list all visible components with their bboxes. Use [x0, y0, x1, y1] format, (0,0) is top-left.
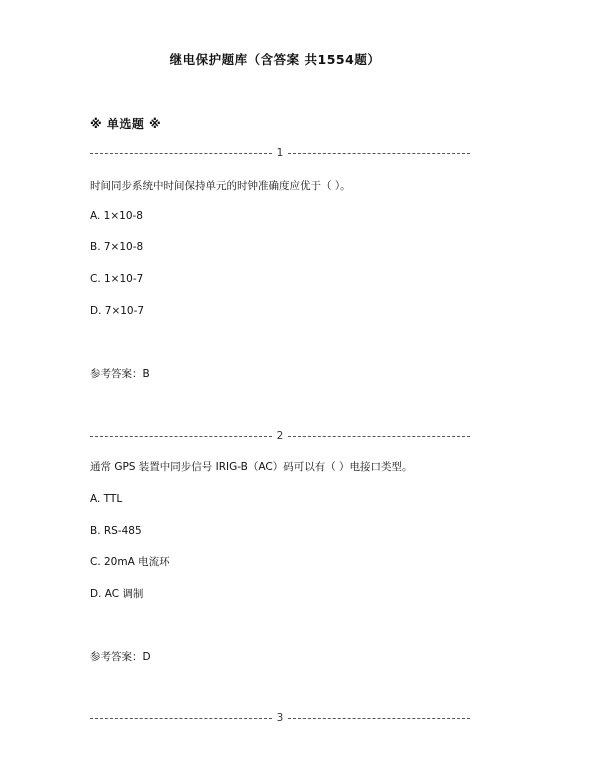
option-b: B. 7×10-8 — [90, 241, 144, 253]
separator-dash-right — [288, 436, 470, 437]
separator-dash-left — [90, 436, 272, 437]
page-title: 继电保护题库（含答案 共1554题） — [169, 52, 381, 67]
question-number: 3 — [276, 712, 284, 724]
separator-dash-right — [288, 718, 470, 719]
separator-dash-left — [90, 718, 272, 719]
section-title: ※ 单选题 ※ — [90, 117, 162, 131]
answer-label: 参考答案：D — [90, 651, 151, 663]
option-c: C. 1×10-7 — [90, 273, 144, 285]
question-number: 2 — [276, 430, 284, 442]
option-d: D. 7×10-7 — [90, 305, 145, 317]
option-d: D. AC 调制 — [90, 588, 144, 600]
option-b: B. RS-485 — [90, 525, 142, 537]
option-a: A. 1×10-8 — [90, 210, 143, 222]
question-separator — [90, 711, 470, 725]
separator-dash-right — [288, 153, 470, 154]
question-number: 1 — [276, 147, 284, 159]
option-c: C. 20mA 电流环 — [90, 556, 170, 568]
question-separator — [90, 146, 470, 160]
question-stem: 通常 GPS 装置中同步信号 IRIG-B（AC）码可以有（ ）电接口类型。 — [90, 461, 413, 473]
answer-label: 参考答案：B — [90, 368, 150, 380]
question-stem: 时间同步系统中时间保持单元的时钟准确度应优于（ ）。 — [90, 180, 351, 192]
option-a: A. TTL — [90, 493, 123, 505]
question-separator — [90, 429, 470, 443]
separator-dash-left — [90, 153, 272, 154]
